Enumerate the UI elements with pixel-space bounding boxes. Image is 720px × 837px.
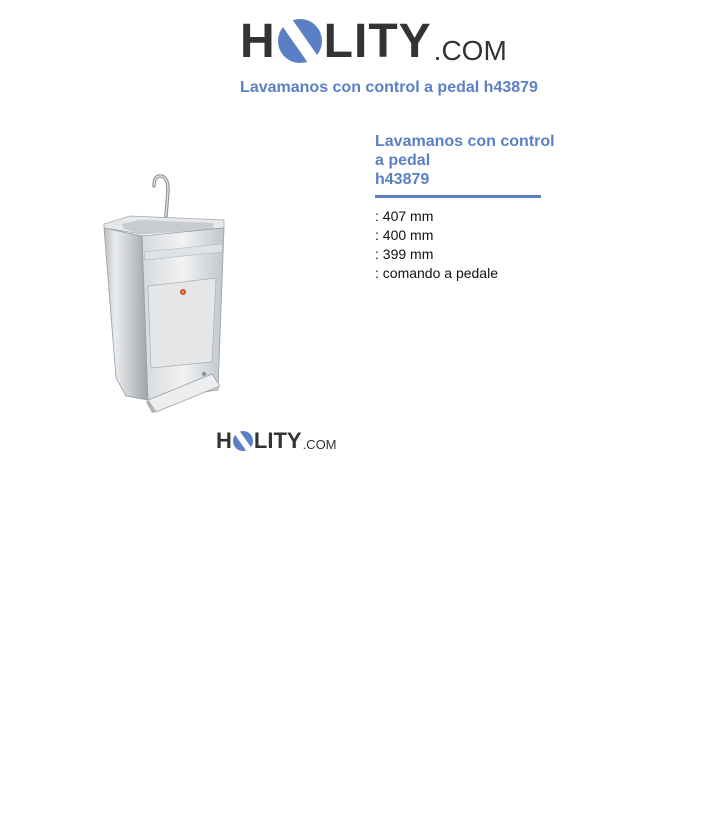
page-title: Lavamanos con control a pedal h43879 — [240, 79, 538, 96]
product-image — [96, 168, 236, 413]
product-name-line2: a pedal — [375, 152, 431, 169]
product-code: h43879 — [375, 171, 430, 188]
logo-letters: LITY — [323, 15, 432, 68]
watermark-letter-h: H — [216, 428, 232, 453]
spec-item: : 400 mm — [375, 227, 434, 243]
logo-o-icon — [278, 19, 322, 63]
spec-item: : comando a pedale — [375, 265, 498, 281]
logo-suffix: .COM — [433, 35, 507, 66]
product-name-line1: Lavamanos con control — [375, 133, 555, 150]
title-divider — [375, 195, 541, 198]
spec-item: : 407 mm — [375, 208, 434, 224]
brand-logo[interactable] — [240, 14, 507, 66]
spec-item: : 399 mm — [375, 246, 434, 262]
watermark-o-icon — [233, 431, 253, 451]
watermark-letters: LITY — [253, 428, 302, 453]
product-info — [375, 132, 575, 283]
logo-letter-h: H — [240, 15, 276, 68]
watermark-suffix: .COM — [302, 437, 337, 452]
image-watermark-logo — [216, 426, 337, 452]
